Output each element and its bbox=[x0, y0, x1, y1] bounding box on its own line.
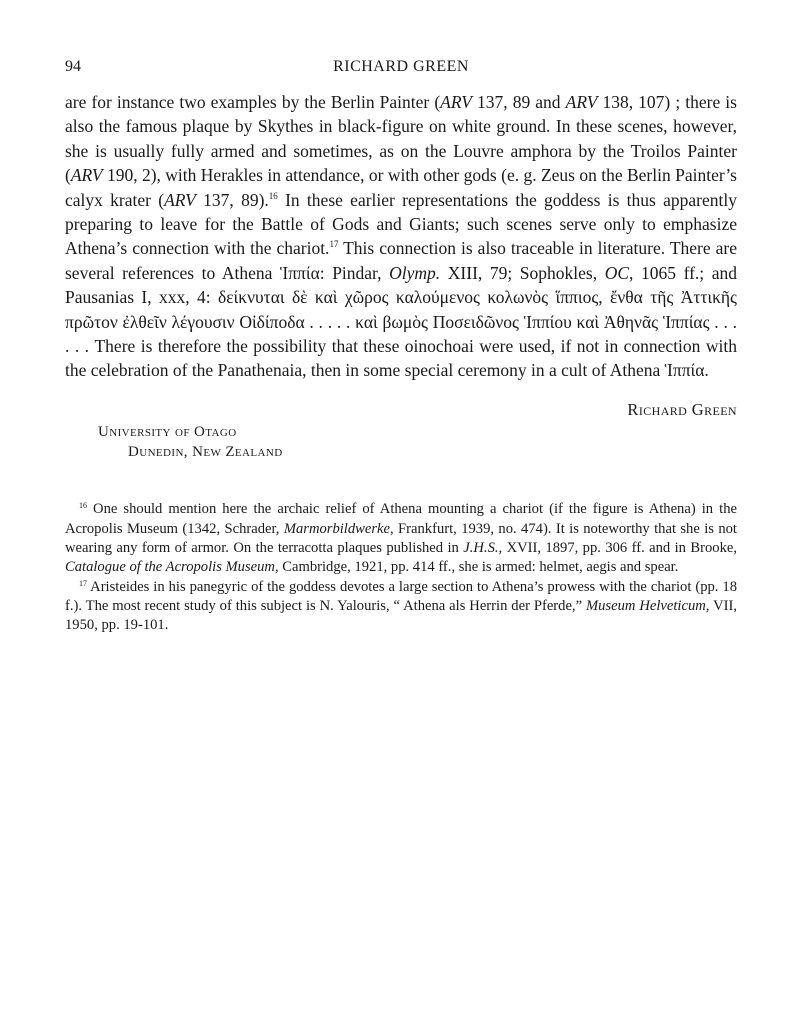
footnote-title: Museum Helveticum bbox=[585, 597, 706, 614]
footnote-text: Aristeides in his panegyric of the goddess devotes a large section to Athena’s prowess with the chariot (pp. 18 f.). The most recent study of this subject is N. Yalouris, “ Athena als Herrin der Pferde,” bbox=[65, 578, 737, 614]
footnote-text: , Frankfurt, 1939, no. 474). It is noteworthy that she is not wearing any form of armor. On the terracotta plaques published in bbox=[65, 520, 737, 556]
footnote-title: Marmorbildwerke bbox=[283, 520, 391, 537]
arv-abbreviation: ARV bbox=[440, 92, 472, 112]
footnote-marker: 17 bbox=[79, 578, 87, 588]
running-head: RICHARD GREEN bbox=[333, 58, 469, 75]
arv-abbreviation: ARV bbox=[164, 189, 196, 210]
olymp-abbreviation: Olymp. bbox=[389, 262, 441, 283]
footnote-text: , Cambridge, 1921, pp. 414 ff., she is armed: helmet, aegis and spear. bbox=[274, 559, 679, 576]
page-header bbox=[65, 50, 737, 76]
page bbox=[65, 50, 737, 635]
body-text-segment: In these earlier representations the goddess is thus apparently preparing to leave for the Battle of Gods and Giants; such scenes serve only to emphasize Athena’s connection with the chariot. bbox=[65, 189, 737, 259]
body-paragraph bbox=[65, 90, 737, 383]
footnote-title: J.H.S. bbox=[463, 539, 499, 556]
body-text-segment: XIII, 79; Sophokles, bbox=[440, 262, 605, 283]
footnote-text: , XVII, 1897, pp. 306 ff. and in Brooke, bbox=[498, 539, 738, 556]
author-affiliation bbox=[65, 422, 737, 462]
author-signature: Richard Green bbox=[627, 400, 737, 420]
body-text-segment: 137, 89). bbox=[195, 189, 269, 210]
footnote-ref-17[interactable]: 17 bbox=[329, 239, 339, 250]
oc-abbreviation: OC bbox=[604, 262, 630, 283]
footnote-text: , VII, 1950, pp. 19-101. bbox=[65, 597, 737, 634]
page-number: 94 bbox=[65, 58, 81, 75]
footnote-16 bbox=[65, 500, 737, 577]
footnotes bbox=[65, 500, 737, 635]
body-text-segment: 137, 89 and bbox=[471, 92, 566, 112]
footnote-text: One should mention here the archaic relief of Athena mounting a chariot (if the figure is Athena) in the Acropolis Museum (1342, Schrader, bbox=[65, 501, 737, 537]
body-text-segment: 190, 2), with Herakles in attendance, or with other gods (e. g. Zeus on the Berlin Painter’s calyx krater ( bbox=[65, 165, 737, 210]
body-text-segment: are for instance two examples by the Berlin Painter ( bbox=[65, 92, 441, 112]
body-text-segment: This connection is also traceable in literature. There are several references to Athena Ἱππία: Pindar, bbox=[65, 238, 737, 283]
footnote-17 bbox=[65, 578, 737, 636]
affiliation-university: University of Otago bbox=[98, 424, 237, 441]
arv-abbreviation: ARV bbox=[565, 92, 598, 112]
arv-abbreviation: ARV bbox=[70, 165, 103, 186]
body-text-segment: , 1065 ff.; and Pausanias I, xxx, 4: δείκνυται δὲ καὶ χῶρος καλούμενος κολωνὸς ἵππιος, ἔνθα τῆς Ἀττικῆς πρῶτον ἐλθεῖν λέγουσιν Οἰδίποδα . . . . . καὶ βωμὸς Ποσειδῶνος Ἱππίου καὶ Ἀθηνᾶς Ἱππίας . . . . . . There is therefore the possibility that these oinochoai were used, if not in connection with the celebration of the Panathenaia, then in some special ceremony in a cult of Athena Ἱππία. bbox=[65, 262, 738, 381]
body-text-segment: 138, 107) ; there is also the famous plaque by Skythes in black-figure on white ground. In these scenes, however, she is usually fully armed and sometimes, as on the Louvre amphora by the Troilos Painter ( bbox=[65, 92, 737, 186]
affiliation-city: Dunedin, New Zealand bbox=[128, 444, 283, 461]
footnote-ref-16[interactable]: 16 bbox=[268, 190, 278, 201]
footnote-marker: 16 bbox=[79, 501, 87, 511]
footnote-title: Catalogue of the Acropolis Museum bbox=[65, 559, 275, 576]
